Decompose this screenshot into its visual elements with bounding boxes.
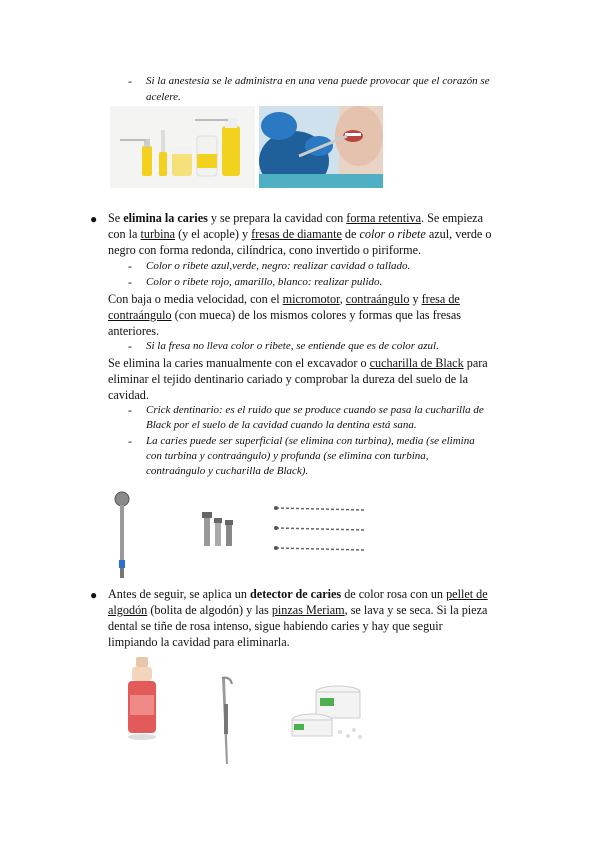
anesthesia-products-image [110,106,255,188]
manual-removal-line3: cavidad. [108,388,149,402]
bullet-marker: ● [90,212,98,226]
caries-removal-line3: negro con forma redonda, cilíndrica, cono invertido o piriforme. [108,243,422,257]
caries-removal-line1: Se elimina la caries y se prepara la cavidad con forma retentiva. Se empieza [108,211,483,225]
dash-marker: - [128,74,132,88]
dental-bur-image [112,490,132,580]
caries-detector-line4: limpiando la cavidad para eliminarla. [108,635,290,649]
caries-detector-line1: Antes de seguir, se aplica un detector de caries de color rosa con un pellet de [108,587,488,601]
crick-line1: Crick dentinario: es el ruido que se produce cuando se pasa la cucharilla de [146,404,484,416]
manual-removal-line1: Se elimina la caries manualmente con el excavador o cucharilla de Black para [108,356,488,370]
sub-red-yellow-white: Color o ribete rojo, amarillo, blanco: realizar pulido. [146,276,383,288]
meriam-tweezers-image [216,674,238,770]
caries-detector-line3: dental se tiñe de rosa intenso, sigue habiendo caries y hay que seguir [108,619,443,633]
sub-no-color: Si la fresa no lleva color o ribete, se entiende que es de color azul. [146,340,439,352]
cotton-pellets-image [290,682,368,744]
caries-removal-line2: con la turbina (y el acople) y fresas de diamante de color o ribete azul, verde o [108,227,492,241]
manual-removal-line2: eliminar el tejido dentinario cariado y comprobar la dureza del suelo de la [108,372,469,386]
crick-line2: Black por el suelo de la cavidad cuando la dentina está sana. [146,419,417,431]
caries-depth-line2: con turbina y contraángulo) y profunda (se elimina con turbina, [146,450,429,462]
caries-detector-bottle-image [122,655,162,741]
handpiece-image [200,508,240,550]
low-speed-line1: Con baja o media velocidad, con el micromotor, contraángulo y fresa de [108,292,460,306]
sub-blue-green-black: Color o ribete azul,verde, negro: realizar cavidad o tallado. [146,260,411,272]
dash-marker: - [128,339,132,353]
caries-depth-line3: contraángulo y cucharilla de Black). [146,465,309,477]
caries-detector-line2: algodón (bolita de algodón) y las pinzas Meriam, se lava y se seca. Si la pieza [108,603,488,617]
dash-marker: - [128,403,132,417]
anesthesia-note-line1: Si la anestesia se le administra en una vena puede provocar que el corazón se [146,75,490,87]
caries-depth-line1: La caries puede ser superficial (se elimina con turbina), media (se elimina [146,435,475,447]
low-speed-line2: contraángulo (con mueca) de los mismos colores y formas que las fresas [108,308,461,322]
anesthesia-note-line2: acelere. [146,91,181,103]
dash-marker: - [128,259,132,273]
dash-marker: - [128,434,132,448]
bullet-marker: ● [90,588,98,602]
low-speed-line3: anteriores. [108,324,160,338]
dash-marker: - [128,275,132,289]
dental-injection-photo [259,106,383,188]
excavator-instruments-image [272,498,372,560]
